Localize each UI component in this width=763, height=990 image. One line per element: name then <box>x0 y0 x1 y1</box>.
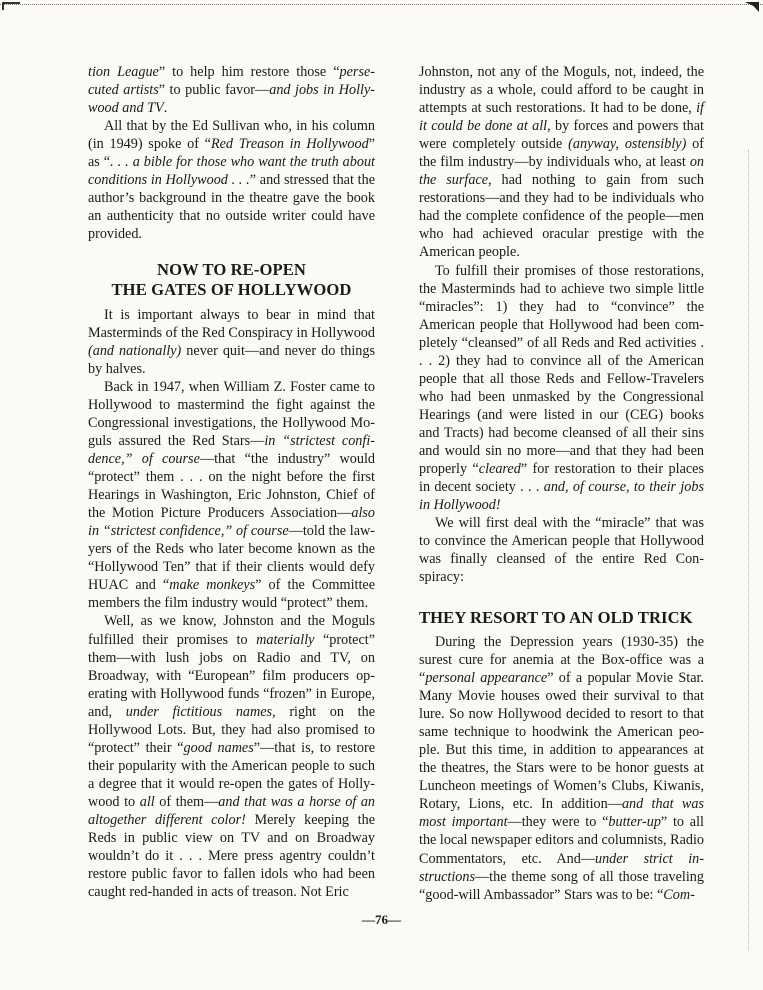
emphasis: under fictitious names <box>125 703 273 720</box>
heading-line: THE GATES OF HOLLYWOOD <box>111 280 352 300</box>
paragraph: It is important always to bear in mind that Masterminds of the Red Conspiracy in Hollywood (and nationally) never quit—and never do things by halves. <box>88 306 375 377</box>
emphasis: under strict instructions <box>419 850 704 885</box>
emphasis: also in “strictest confidence,” of course <box>88 505 375 540</box>
emphasis: all <box>139 793 155 810</box>
paragraph: We will first deal with the “miracle” that was to convince the American people that Hollywood was finally cleansed of the entire Red Conspiracy: <box>419 515 704 586</box>
paragraph: Well, as we know, Johnston and the Moguls fulfilled their promises to materially “protect” them—with lush jobs on Radio and TV, on Broadway, with “European” film producers operating with Hollywood funds “frozen” in Europe, and, under fictitious names, right on the Hollywood Lots. But, they had also promised to “protect” their “good names”—that is, to restore their popularity with the American people to such a degree that it would re-open the gates of Hollywood to all of them—and that was a horse of an altogether different color! Merely keeping the Reds in public view on TV and on Broadway wouldn’t do it . . . Mere press agentry couldn’t restore public favor to fallen idols who had been caught red-handed in acts of treason. Not Eric <box>88 613 376 901</box>
paragraph: All that by the Ed Sullivan who, in his column (in 1949) spoke of “Red Treason in Hollywood” as “. . . a bible for those who want the truth about conditions in Hollywood . . .” and stressed that the author’s background in the theatre gave the book an authenticity that no outside writer could have provided. <box>88 118 376 243</box>
emphasis: tion League <box>88 64 159 80</box>
heading-line: NOW TO RE-OPEN <box>157 260 306 280</box>
paragraph: During the Depression years (1930-35) the surest cure for anemia at the Box-office was a “personal appearance” of a popular Movie Star. Many Movie houses owed their survival to that lure. So now Hollywood decided to resort to that same technique to hoodwink the American people. But this time, in addition to appearances at the theatres, the Stars were to be honor guests at Luncheon meetings of Women’s Clubs, Kiwanis, Rotary, Lions, etc. In addition—and that was most important—they were to “butter-up” to all the local newspaper editors and columnists, Radio Commentators, etc. And—under strict instructions—the theme song of all those traveling “good-will Ambassador” Stars was to be: “Com- <box>419 633 704 903</box>
emphasis: and jobs in Hollywood and TV <box>88 82 375 117</box>
emphasis: (anyway, ostensibly) <box>568 136 687 153</box>
paragraph: To fulfill their promises of those restorations, the Masterminds had to achieve two simple little “miracles”: 1) they had to “convince” the American people that Hollywood had been completely “cleansed” of all Reds and Red activities . . . 2) they had to convince all of the American people that all those Reds and Fellow-Travelers who had been unmasked by the Congressional Hearings (and were listed in our (CEG) books and Tracts) had become cleansed of all their sins and would sin no more—and that they had been properly “cleared” for restoration to their places in decent society . . . and, of course, to their jobs in Hollywood! <box>419 262 704 514</box>
emphasis: cleared <box>478 461 521 478</box>
left-column <box>88 63 375 901</box>
emphasis: if it could be done at all <box>419 100 704 135</box>
emphasis: and that was most important <box>419 796 704 831</box>
right-column <box>419 63 704 904</box>
paragraph: tion League” to help him restore those “persecuted artists” to public favor—and jobs in Hollywood and TV. <box>88 64 375 117</box>
emphasis: and that was a horse of an altogether different color! <box>88 793 376 828</box>
page-number: —76— <box>362 912 401 927</box>
emphasis: (and nationally) <box>88 342 182 359</box>
page-top-edge <box>0 4 763 5</box>
paragraph: Back in 1947, when William Z. Foster came to Hollywood to mastermind the fight against the Congressional investigations, the Hollywood Moguls assured the Red Stars—in “strictest confidence,” of course—that “the industry” would “protect” them . . . on the night before the first Hearings in Washington, Eric Johnston, Chief of the Motion Picture Producers Association—also in “strictest confidence,” of course—told the lawyers of the Reds who later become known as the “Hollywood Ten” that if their clients would defy HUAC and “make monkeys” of the Committee members the film industry would “protect” them. <box>88 378 376 612</box>
emphasis: Com- <box>663 886 695 903</box>
emphasis: good names <box>183 739 254 756</box>
emphasis: personal appearance <box>425 670 548 687</box>
emphasis: and, of course, to their jobs in Hollywood! <box>419 479 704 514</box>
emphasis: materially <box>256 631 315 648</box>
paragraph: Johnston, not any of the Moguls, not, indeed, the industry as a whole, could afford to be caught in attempts at such restorations. It had to be done, if it could be done at all, by forces and powers that were completely outside (anyway, ostensibly) of the film industry—by individuals who, at least on the surface, had nothing to gain from such restorations—and they had to be individuals who had the complete confidence of the people—men who had achieved oracular prestige with the American people. <box>419 64 704 261</box>
corner-mark <box>2 2 20 10</box>
margin-dots <box>748 150 749 950</box>
emphasis: on the surface <box>419 154 704 189</box>
emphasis: make monkeys <box>169 577 256 594</box>
section-heading: THEY RESORT TO AN OLD TRICK <box>419 608 693 628</box>
emphasis: butter-up <box>608 814 661 831</box>
emphasis: Red Treason in Hollywood <box>210 136 369 153</box>
emphasis: persecuted artists <box>88 64 375 99</box>
section-heading <box>88 260 375 299</box>
emphasis: in “strictest confidence,” of course <box>88 432 376 468</box>
emphasis: . . . a bible for those who want the truth about conditions in Hollywood . . . <box>88 154 375 189</box>
